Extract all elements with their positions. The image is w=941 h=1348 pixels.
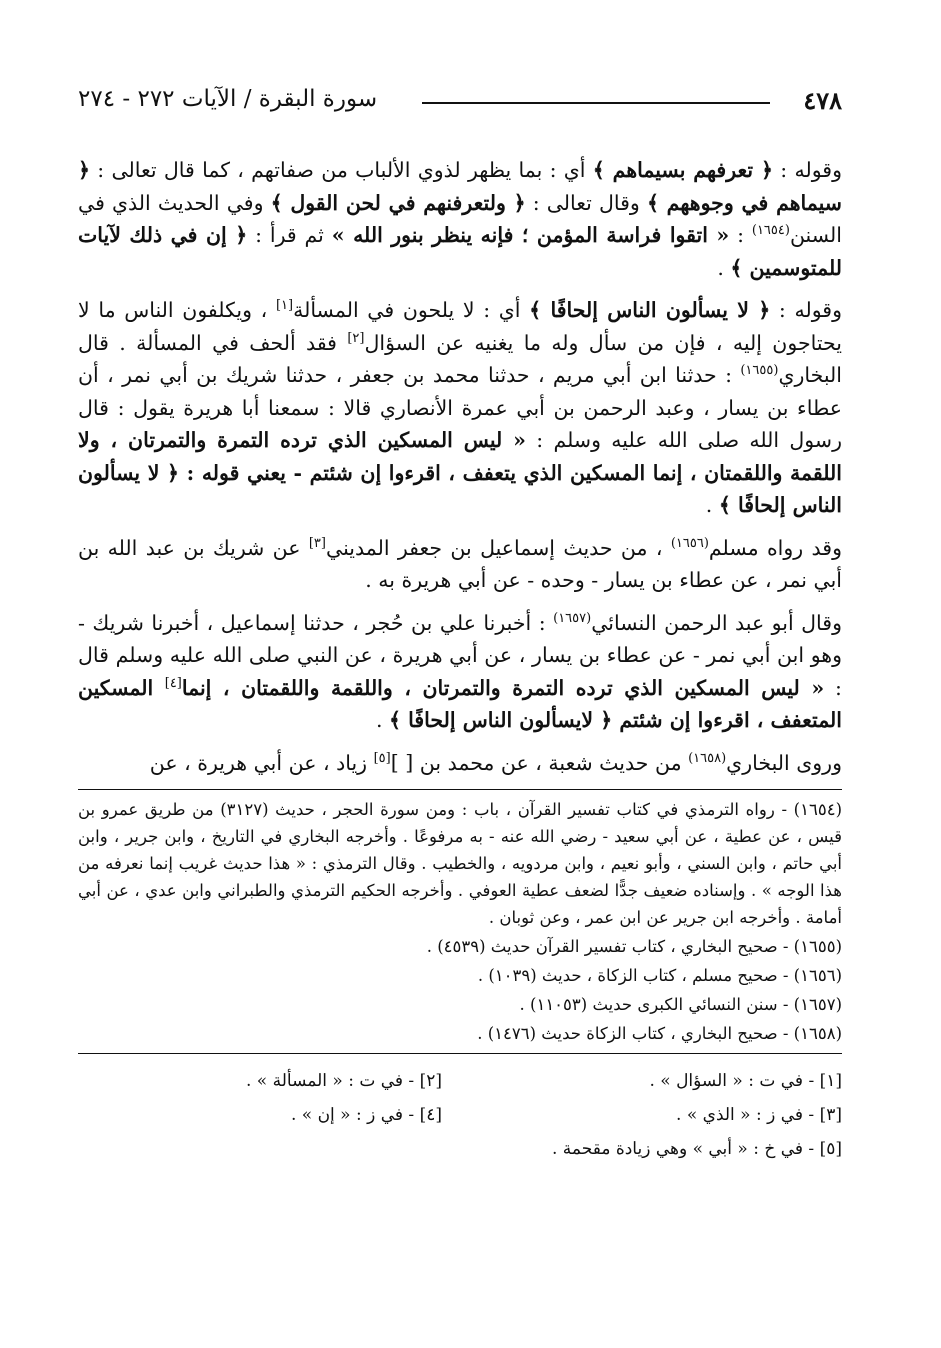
quoted-text: ﴿ لا يسألون الناس إلحافًا ﴾ — [529, 298, 771, 322]
variant-5: [٥] - في خ : « أبي » وهي زيادة مقحمة . — [552, 1139, 842, 1159]
body-text: وقوله : — [773, 158, 842, 182]
body-text: فقد ألحف في المسألة . قال البخاري — [78, 330, 842, 387]
paragraph-2 — [78, 294, 842, 522]
quoted-text: ﴿ إن في ذلك لآيات للمتوسمين ﴾ — [78, 223, 842, 280]
variant-3: [٣] - في ز : « الذي » . — [676, 1105, 842, 1125]
body-text: وقال تعالى : — [525, 190, 647, 215]
body-text: زياد ، عن أبي هريرة ، عن — [149, 750, 374, 775]
body-text: ثم قرأ : — [247, 223, 332, 247]
body-text: وقد رواه مسلم — [708, 535, 842, 560]
paragraph-3 — [78, 532, 842, 597]
book-page — [78, 84, 842, 1166]
page-number: ٤٧٨ — [803, 86, 842, 115]
paragraph-1 — [78, 154, 842, 284]
variant-2: [٢] - في ت : « المسألة » . — [246, 1071, 442, 1091]
body-text: ، ويكلفون الناس ما لا يحتاجون إليه ، فإن من سأل وله ما يغنيه عن السؤال — [78, 298, 842, 355]
footnote-marker: [٥] — [373, 750, 391, 766]
variant-4: [٤] - في ز : « إن » . — [290, 1105, 442, 1125]
body-text: وقوله : — [770, 298, 843, 322]
footnote-marker: (١٦٥٦) — [670, 535, 709, 551]
header-rule — [422, 102, 770, 104]
body-text: أي : لا يلحون في المسألة — [293, 298, 530, 322]
body-text: : أخبرنا علي بن حُجر ، حدثنا إسماعيل ، أخبرنا شريك - وهو ابن أبي نمر - عن عطاء بن يسار ، عن أبي هريرة ، عن النبي صلى الله عليه وسلم قال : — [78, 610, 842, 700]
footnote-marker: [٤] — [164, 675, 182, 691]
footnote-rule — [78, 789, 842, 790]
paragraph-4 — [78, 607, 842, 737]
running-title: سورة البقرة / الآيات ٢٧٢ - ٢٧٤ — [78, 86, 378, 112]
variants-rule — [78, 1053, 842, 1054]
quoted-text: ﴿ ولتعرفنهم في لحن القول ﴾ — [270, 190, 526, 215]
footnote-1655: (١٦٥٥) - صحيح البخاري ، كتاب تفسير القرآن حديث (٤٥٣٩) . — [426, 937, 842, 956]
quoted-text: ﴿ تعرفهم بسيماهم ﴾ — [592, 158, 774, 182]
footnote-1654: (١٦٥٤) - رواه الترمذي في كتاب تفسير القرآن ، باب : ومن سورة الحجر ، حديث (٣١٢٧) من طريق عمرو بن قيس ، عن عطية ، عن أبي سعيد - رضي الله عنه - به مرفوعًا . وأخرجه البخاري في التاريخ ، وابن جرير ، وابن أبي حاتم ، وابن السني ، وأبو نعيم ، وابن مردويه ، والخطيب . وقال الترمذي : « هذا حديث غريب إنما نعرفه من هذا الوجه » . وإسناده ضعيف جدًّا لضعف عطية العوفي . وأخرجه الحكيم الترمذي والطبراني وابن عدي ، عن أبي أمامة . وأخرجه ابن جرير عن ابن عمر ، وعن ثوبان . — [78, 800, 843, 927]
body-text: . — [375, 708, 389, 732]
footnote-marker: (١٦٥٥) — [740, 363, 779, 379]
footnote-marker: (١٦٥٤) — [751, 223, 790, 239]
footnote-marker: [١] — [275, 298, 294, 314]
footnote-marker: (١٦٥٧) — [553, 610, 592, 626]
quoted-text: ﴿ سيماهم في وجوههم ﴾ — [78, 158, 842, 215]
quoted-text: « ليس المسكين الذي ترده التمرة والتمرتان ، واللقمة واللقمتان ، إنما — [181, 675, 825, 700]
variant-readings — [78, 1064, 842, 1166]
footnote-marker: [٣] — [308, 535, 326, 551]
body-text: من حديث شعبة ، عن محمد بن [ ] — [390, 750, 689, 775]
quoted-text: المسكين المتعفف ، اقرءوا إن شئتم ﴿ لايسألون الناس إلحافًا ﴾ — [78, 675, 842, 732]
main-text — [78, 154, 842, 779]
body-text: وقال أبو عبد الرحمن النسائي — [591, 610, 842, 635]
body-text: ، من حديث إسماعيل بن جعفر المديني — [325, 535, 671, 560]
body-text: : — [729, 223, 752, 247]
quoted-text: « ليس المسكين الذي ترده التمرة والتمرتان ، ولا اللقمة واللقمتان ، إنما المسكين الذي يتعفف ، اقرءوا إن شئتم - يعني قوله : ﴿ لا يسألون الناس إلحافًا ﴾ — [78, 428, 842, 517]
footnote-1657: (١٦٥٧) - سنن النسائي الكبرى حديث (١١٠٥٣) . — [519, 995, 842, 1014]
variant-1: [١] - في ت : « السؤال » . — [649, 1071, 842, 1091]
body-text: . — [717, 255, 731, 280]
body-text: عن شريك بن عبد الله بن أبي نمر ، عن عطاء بن يسار - وحده - عن أبي هريرة به . — [78, 535, 842, 592]
body-text: : حدثنا ابن أبي مريم ، حدثنا محمد بن جعفر ، حدثنا شريك بن أبي نمر ، أن عطاء بن يسار ، وعبد الرحمن بن أبي عمرة الأنصاري قالا : سمعنا أبا هريرة يقول : قال رسول الله صلى الله عليه وسلم : — [78, 363, 842, 452]
body-text: . — [705, 493, 719, 517]
quoted-text: « اتقوا فراسة المؤمن ؛ فإنه ينظر بنور الله » — [331, 223, 730, 247]
footnote-marker: [٢] — [347, 330, 365, 346]
footnote-1658: (١٦٥٨) - صحيح البخاري ، كتاب الزكاة حديث (١٤٧٦) . — [477, 1024, 842, 1043]
body-text: أي : بما يظهر لذوي الألباب من صفاتهم ، كما قال تعالى : — [90, 158, 593, 182]
page-header — [78, 84, 842, 124]
body-text: وروى البخاري — [726, 750, 842, 775]
body-text: وفي الحديث الذي في السنن — [78, 190, 842, 247]
paragraph-5 — [78, 747, 842, 780]
footnote-marker: (١٦٥٨) — [688, 750, 727, 766]
footnotes-section — [78, 789, 842, 1166]
footnote-1656: (١٦٥٦) - صحيح مسلم ، كتاب الزكاة ، حديث (١٠٣٩) . — [477, 966, 842, 985]
